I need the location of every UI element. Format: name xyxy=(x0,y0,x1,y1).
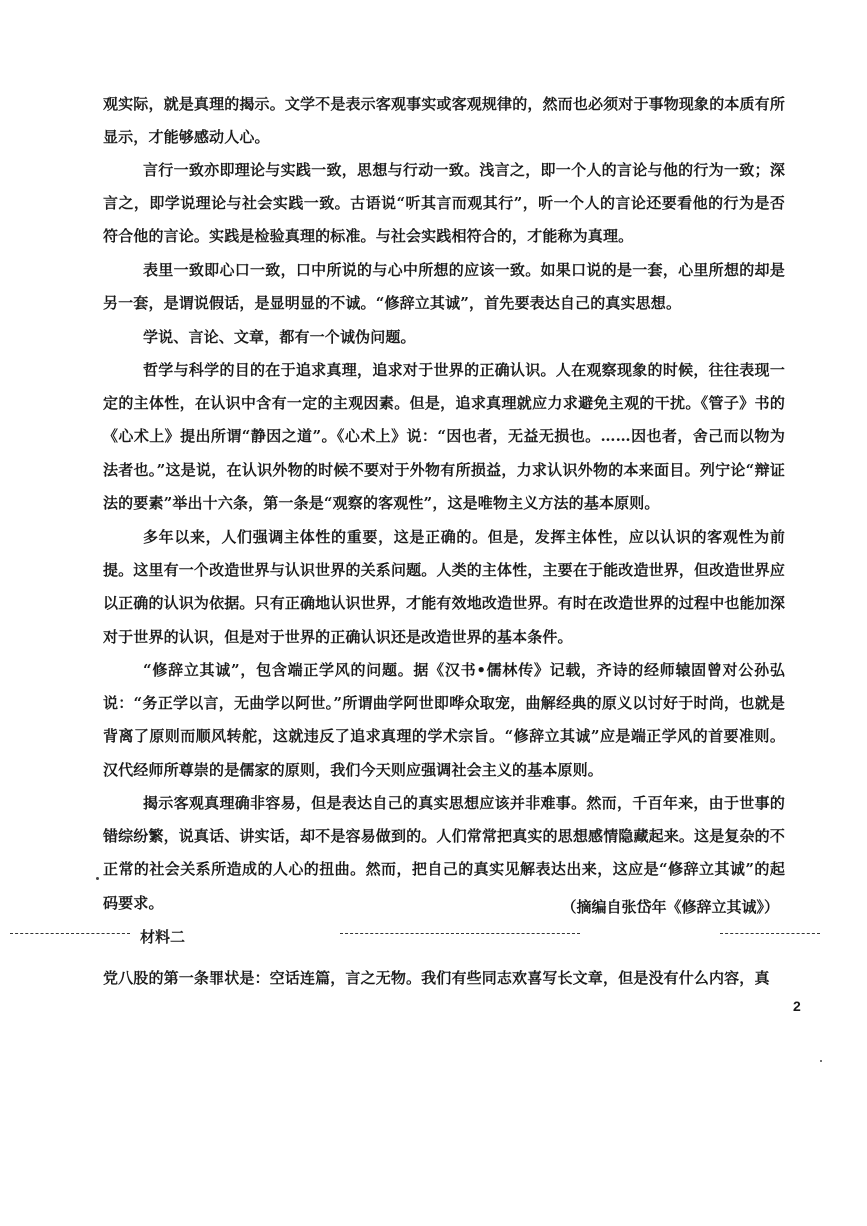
paragraph-7: “修辞立其诚”，包含端正学风的问题。据《汉书•儒林传》记载，齐诗的经师辕固曾对公孙弘说：“务正学以言，无曲学以阿世。”所谓曲学阿世即哗众取宠，曲解经典的原义以讨好于时尚，也就是背离了原则而顺风转舵，这就违反了追求真理的学术宗旨。“修辞立其诚”应是端正学风的首要准则。汉代经师所尊崇的是儒家的原则，我们今天则应强调社会主义的基本原则。 xyxy=(103,661,785,779)
paragraph-2: 言行一致亦即理论与实践一致，思想与行动一致。浅言之，即一个人的言论与他的行为一致；深言之，即学说理论与社会实践一致。古语说“听其言而观其行”，听一个人的言论还要看他的行为是否符合他的言论。实践是检验真理的标准。与社会实践相符合的，才能称为真理。 xyxy=(103,161,785,246)
paragraph-8: 揭示客观真理确非容易，但是表达自己的真实思想应该并非难事。然而，千百年来，由于世事的错综纷繁，说真话、讲实话，却不是容易做到的。人们常常把真实的思想感情隐藏起来。这是复杂的不正常的社会关系所造成的人心的扭曲。然而，把自己的真实见解表达出来，这应是“修辞立其诚”的起码要求。 xyxy=(103,794,785,912)
material-two-paragraph: 党八股的第一条罪状是：空话连篇，言之无物。我们有些同志欢喜写长文章，但是没有什么内容，真 xyxy=(103,969,770,987)
section-divider-middle xyxy=(340,933,580,934)
material-two-heading: 材料二 xyxy=(140,928,186,946)
paragraph-1: 观实际，就是真理的揭示。文学不是表示客观事实或客观规律的，然而也必须对于事物现象的本质有所显示，才能够感动人心。 xyxy=(103,95,785,147)
page-number: 2 xyxy=(793,998,801,1014)
paragraph-6: 多年以来，人们强调主体性的重要，这是正确的。但是，发挥主体性，应以认识的客观性为前提。这里有一个改造世界与认识世界的关系问题。人类的主体性，主要在于能改造世界，但改造世界应以正确的认识为依据。只有正确地认识世界，才能有效地改造世界。有时在改造世界的过程中也能加深对于世界的认识，但是对于世界的正确认识还是改造世界的基本条件。 xyxy=(103,528,785,646)
scan-speck xyxy=(820,1060,822,1062)
paragraph-3: 表里一致即心口一致，口中所说的与心中所想的应该一致。如果口说的是一套，心里所想的却是另一套，是谓说假话，是显明显的不诚。“修辞立其诚”，首先要表达自己的真实思想。 xyxy=(103,261,785,313)
section-divider-left xyxy=(10,933,130,934)
section-divider-right xyxy=(720,933,820,934)
paragraph-5: 哲学与科学的目的在于追求真理，追求对于世界的正确认识。人在观察现象的时候，往往表现一定的主体性，在认识中含有一定的主观因素。但是，追求真理就应力求避免主观的干扰。《管子》书的《心术上》提出所谓“静因之道”。《心术上》说：“因也者，无益无损也。……因也者，舍己而以物为法者也。”这是说，在认识外物的时候不要对于外物有所损益，力求认识外物的本来面目。列宁论“辩证法的要素”举出十六条，第一条是“观察的客观性”，这是唯物主义方法的基本原则。 xyxy=(103,361,785,512)
paragraph-4: 学说、言论、文章，都有一个诚伪问题。 xyxy=(143,328,416,346)
source-citation: （摘编自张岱年《修辞立其诚》） xyxy=(561,898,779,916)
scan-speck xyxy=(96,877,99,880)
